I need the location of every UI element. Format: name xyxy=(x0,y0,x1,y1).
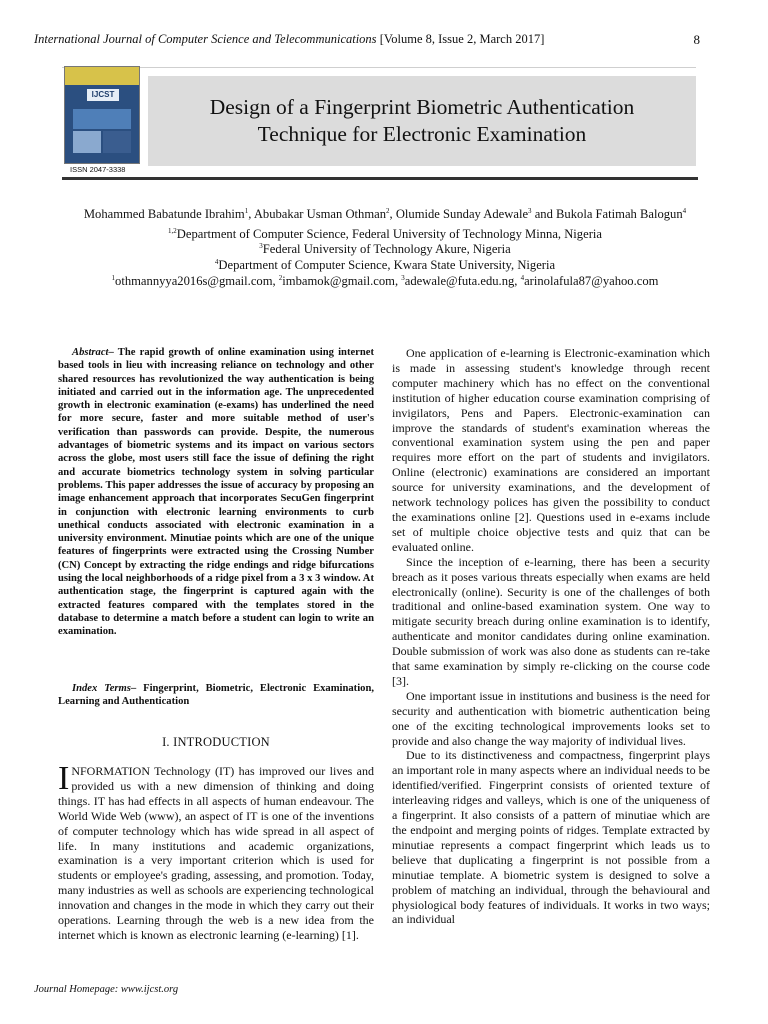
email-superscript: 3 xyxy=(401,273,405,282)
drop-cap: I xyxy=(58,760,70,797)
author-superscript: 1 xyxy=(244,206,249,215)
paragraph: One important issue in institutions and business is the need for security and authentication with biometric authentication being one of the exciting technological improvements looks set to provide and also change the way majority of individual lives. xyxy=(392,688,710,748)
section-heading: I. INTRODUCTION xyxy=(162,735,270,749)
cover-band xyxy=(65,67,139,85)
header-divider xyxy=(62,67,696,68)
author-emails xyxy=(60,273,710,290)
introduction-paragraph xyxy=(58,760,374,943)
journal-footer xyxy=(34,984,178,995)
paper-title xyxy=(148,94,696,148)
index-terms-label: Index Terms xyxy=(72,683,131,694)
introduction-text: NFORMATION Technology (IT) has improved our lives and provided us with a new dimension of thinking and doing things. IT has had effects in all aspects of human endeavour. The World Wide Web (www), an aspect of IT is one of the inventions of computer technology which has wide spread in all aspect of life. In many institutions and academic organizations, examination is a very important criterion which is used for students or employee's grading, assessing, and promotion. Today, many industries as well as schools are experiencing technological innovation and changes in the mode in which they carry out their operations. Learning through the web is a new idea from the internet which is known as electronic learning (e-learning) [1]. xyxy=(58,764,374,942)
affiliation xyxy=(60,241,710,258)
cover-photo xyxy=(73,131,101,153)
journal-name: International Journal of Computer Science and Telecommunications xyxy=(34,32,377,46)
author-list xyxy=(60,206,710,223)
index-terms-text: – Fingerprint, Biometric, Electronic Examination, Learning and Authentication xyxy=(58,683,374,708)
title-line-1: Design of a Fingerprint Biometric Authentication xyxy=(209,95,635,119)
affiliation-text: Department of Computer Science, Federal University of Technology Minna, Nigeria xyxy=(176,227,602,241)
abstract-text: – The rapid growth of online examination using internet based tools in lieu with increasing reliance on technology and other shared resources has revolutionized the way authentication is being initiated and carried out in the information age. The unprecedented growth in electronic examination (e-exams) has underlined the need for more secure, faster and more suitable method of user's verification than passwords can provide. Despite, the numerous advantages of biometric systems and its impact on various sectors across the globe, most users still face the issue of defining the right and accurate biometrics technology system in solving particular problems. This paper addresses the issue of accuracy by proposing an image enhancement approach that incorporates SecuGen fingerprint in conjunction with electronic learning environments to curb unethical conducts associated with electronic examination in a university environment. Minutiae points which are one of the unique features of fingerprints were extracted using the Crossing Number (CN) Concept by extracting the ridge endings and ridge bifurcations using the local neighborhoods of a ridge pixel from a 3 x 3 window. At authentication stage, the fingerprint is captured again with the extracted features compared with the templates stored in the database to determine a match before a student can login to write an examination. xyxy=(58,347,374,638)
abstract xyxy=(58,346,374,639)
paragraph: One application of e-learning is Electronic-examination which is made in assessing student's knowledge through recent computer machinery which has no effect on the conventional institution of higher education course examination comprising of invigilators, Pens and Papers. Electronic-examination can improve the standards of student's examination whereas the conventional examination system using the pen and paper requires more effort on the part of students and invigilators. Online (electronic) examinations are considered an important source for university examinations, and the development of network technology polices has given the possibility to conduct the examinations online [2]. Questions used in e-exams include set of multiple choice objective tests and quiz that can be evaluated online. xyxy=(392,346,710,554)
author-name: , Olumide Sunday Adewale xyxy=(389,207,529,221)
journal-homepage-link[interactable]: www.ijcst.org xyxy=(120,984,179,995)
affiliation-superscript: 4 xyxy=(214,257,219,266)
affiliation-superscript: 3 xyxy=(259,241,263,250)
cover-logo: IJCST xyxy=(87,89,119,101)
email-address[interactable]: arinolafula87@yahoo.com xyxy=(524,274,659,288)
abstract-label: Abstract xyxy=(72,347,109,358)
index-terms xyxy=(58,682,374,709)
author-superscript: 3 xyxy=(528,206,532,215)
page-number: 8 xyxy=(693,32,700,47)
issue-info: [Volume 8, Issue 2, March 2017] xyxy=(379,32,545,46)
journal-cover-image xyxy=(64,66,140,164)
paragraph: Since the inception of e-learning, there has been a security breach as it poses various threats especially when exams are held electronically (online). Security is one of the challenges of both traditional and online-based examination system. One way to mitigate security breach during online examination is to identify, authenticate and monitor candidates during online examination. Double submission of work was also done as students can re-take that same examination by simply re-clicking on the course code [3]. xyxy=(392,554,710,688)
affiliation xyxy=(60,257,710,274)
cover-photo xyxy=(103,131,131,153)
author-superscript: 2 xyxy=(386,206,390,215)
email-address[interactable]: othmannyya2016s@gmail.com, xyxy=(115,274,279,288)
author-name: , Abubakar Usman Othman xyxy=(248,207,387,221)
issn: ISSN 2047-3338 xyxy=(70,165,126,174)
author-name: Mohammed Babatunde Ibrahim xyxy=(83,207,245,221)
email-superscript: 4 xyxy=(520,273,525,282)
right-column xyxy=(392,346,710,927)
journal-header xyxy=(34,32,700,47)
email-address[interactable]: imbamok@gmail.com, xyxy=(282,274,402,288)
author-superscript: 4 xyxy=(682,206,687,215)
title-line-2: Technique for Electronic Examination xyxy=(257,122,587,146)
title-divider xyxy=(62,177,698,180)
email-superscript: 1 xyxy=(111,273,116,282)
email-address[interactable]: adewale@futa.edu.ng, xyxy=(404,274,521,288)
affiliation-text: Federal University of Technology Akure, Nigeria xyxy=(262,242,511,256)
affiliation-text: Department of Computer Science, Kwara State University, Nigeria xyxy=(218,258,556,272)
email-superscript: 2 xyxy=(278,273,283,282)
footer-label: Journal Homepage: xyxy=(34,984,121,995)
cover-photo xyxy=(73,109,131,129)
author-name: and Bukola Fatimah Balogun xyxy=(531,207,683,221)
affiliation-superscript: 1,2 xyxy=(168,226,177,235)
paragraph: Due to its distinctiveness and compactness, fingerprint plays an important role in many aspects where an individual needs to be identified/verified. Fingerprint consists of oriented texture of interleaving ridges and valleys, which is one of the uniqueness of a fingerprint. It also consists of a pattern of minutiae which are the endpoint and merging points of ridges. Template extracted by minutiae represents a compact fingerprint which leads us to believe that duplicating a fingerprint is not possible from a minutiae template. A biometric system is designed to solve a problem of matching an individual, through the behavioural and physiological body features of individuals. It works in two ways; an individual xyxy=(392,748,710,927)
